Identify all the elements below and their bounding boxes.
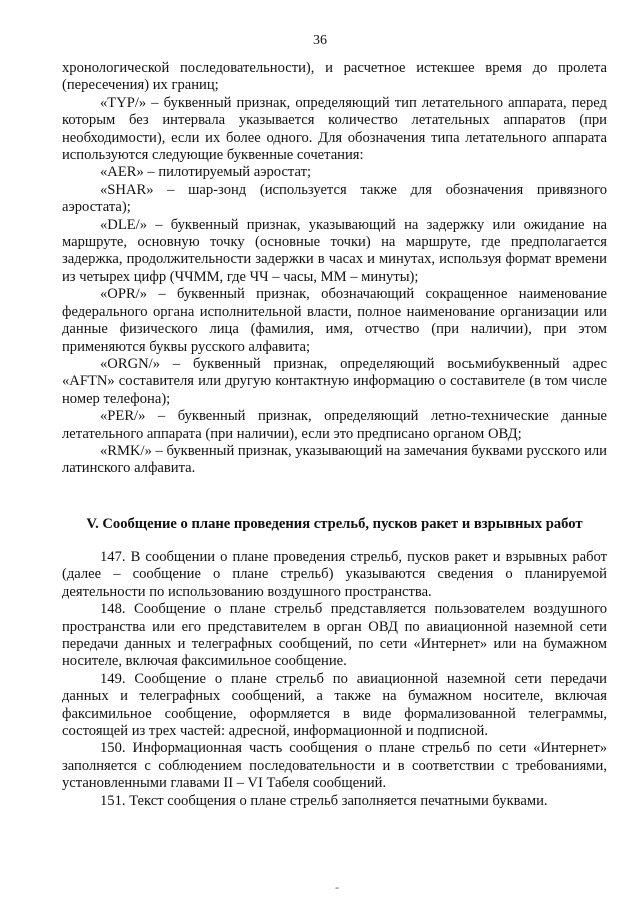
footer-mark: - — [335, 880, 339, 894]
section-heading: V. Сообщение о плане проведения стрельб, пусков ракет и взрывных работ — [86, 516, 583, 532]
indicator-shar: «SHAR» – шар-зонд (используется также для обозначения привязного аэростата); — [62, 181, 607, 216]
paragraph-151: 151. Текст сообщения о плане стрельб заполняется печатными буквами. — [100, 792, 548, 809]
indicator-opr: «OPR/» – буквенный признак, обозначающий сокращенное наименование федерального органа исполнительной власти, полное наименование организации или данные физического лица (фамилия, имя, отчество (при наличии), при этом применяются буквы русского алфавита; — [62, 286, 607, 355]
indicator-per: «PER/» – буквенный признак, определяющий летно-технические данные летательного аппарата (при наличии), если это предписано органом ОВД; — [62, 408, 607, 442]
paragraph-149: 149. Сообщение о плане стрельб по авиационной наземной сети передачи данных и телеграфных сообщений, а также на бумажном носителе, включая факсимильное сообщение, оформляется в виде формализованной телеграммы, состоящей из трех частей: адресной, информационной и подписной. — [62, 670, 607, 740]
indicator-aer: «AER» – пилотируемый аэростат; — [100, 164, 312, 181]
page-number: 36 — [313, 33, 327, 48]
section-body — [62, 549, 607, 810]
continuation-paragraph: хронологической последовательности), и расчетное истекшее время до пролета (пересечения) их границ; — [62, 60, 607, 94]
indicator-typ: «TYP/» – буквенный признак, определяющий тип летательного аппарата, перед которым без интервала указывается количество летательных аппаратов (при необходимости), если их более одного. Для обозначения типа летательного аппарата используются следующие буквенные сочетания: — [62, 94, 607, 164]
indicator-dle: «DLE/» – буквенный признак, указывающий на задержку или ожидание на маршруте, основную точку (основные точки) на маршруте, где предполагается задержка, продолжительности задержки в часах и минутах, используя формат времени из четырех цифр (ЧЧММ, где ЧЧ – часы, ММ – минуты); — [62, 216, 607, 285]
indicator-rmk: «RMK/» – буквенный признак, указывающий на замечания буквами русского или латинского алфавита. — [62, 442, 607, 477]
paragraph-147: 147. В сообщении о плане проведения стрельб, пусков ракет и взрывных работ (далее – сообщение о плане стрельб) указываются сведения о планируемой деятельности по использованию воздушного пространства. — [62, 549, 607, 600]
indicator-orgn: «ORGN/» – буквенный признак, определяющий восьмибуквенный адрес «AFTN» составителя или другую контактную информацию о составителе (в том числе номер телефона); — [62, 355, 607, 407]
indicator-list — [62, 60, 607, 478]
paragraph-148: 148. Сообщение о плане стрельб представляется пользователем воздушного пространства или его представителем в орган ОВД по авиационной наземной сети передачи данных и телеграфных сообщений, по сети «Интернет» или на бумажном носителе, включая факсимильное сообщение. — [62, 601, 607, 670]
paragraph-150: 150. Информационная часть сообщения о плане стрельб по сети «Интернет» заполняется с соблюдением последовательности и в соответствии с требованиями, установленными главами II – VI Табеля сообщений. — [62, 740, 607, 792]
